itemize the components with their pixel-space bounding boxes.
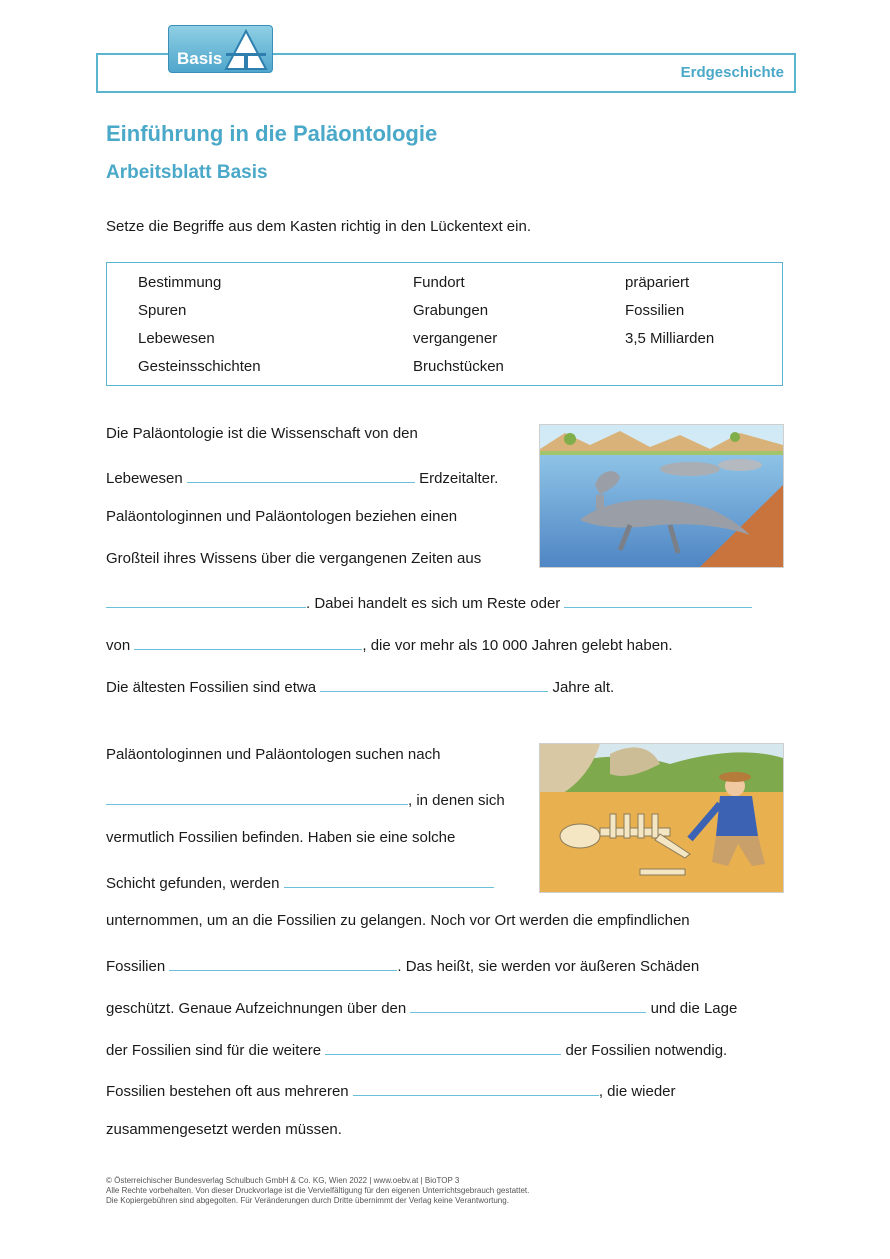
triangle-logo-icon xyxy=(224,29,268,71)
blank-field[interactable] xyxy=(353,1079,599,1096)
text-line: geschützt. Genaue Aufzeichnungen über den und die Lage xyxy=(106,996,737,1017)
text-line: von , die vor mehr als 10 000 Jahren gelebt haben. xyxy=(106,633,673,654)
blank-field[interactable] xyxy=(410,996,646,1013)
blank-field[interactable] xyxy=(564,591,752,608)
word-item: Grabungen xyxy=(413,302,489,319)
word-item: Spuren xyxy=(138,302,187,319)
word-item: Gesteinsschichten xyxy=(138,358,261,375)
text-line: Die Paläontologie ist die Wissenschaft von den xyxy=(106,425,418,442)
text-line: , in denen sich xyxy=(106,788,505,809)
text-line: vermutlich Fossilien befinden. Haben sie eine solche xyxy=(106,829,456,846)
page-title: Einführung in die Paläontologie xyxy=(106,121,438,146)
word-item: 3,5 Milliarden xyxy=(625,330,715,347)
word-item: Fossilien xyxy=(625,302,685,319)
text-line: Paläontologinnen und Paläontologen suchen nach xyxy=(106,746,441,763)
text-line: . Dabei handelt es sich um Reste oder xyxy=(106,591,752,612)
basis-logo-text: Basis xyxy=(177,49,223,68)
word-item: vergangener xyxy=(413,330,498,347)
text-line: zusammengesetzt werden müssen. xyxy=(106,1121,342,1138)
blank-field[interactable] xyxy=(284,871,494,888)
subject-label: Erdgeschichte xyxy=(680,64,784,81)
text-line: Die ältesten Fossilien sind etwa Jahre alt. xyxy=(106,675,614,696)
text-line: der Fossilien sind für die weitere der Fossilien notwendig. xyxy=(106,1038,727,1059)
footer-line: © Österreichischer Bundesverlag Schulbuch GmbH & Co. KG, Wien 2022 | www.oebv.at | BioTOP 3 xyxy=(106,1176,460,1185)
blank-field[interactable] xyxy=(106,591,306,608)
word-item: Lebewesen xyxy=(138,330,215,347)
instruction-text: Setze die Begriffe aus dem Kasten richtig in den Lückentext ein. xyxy=(106,218,531,235)
word-item: Bestimmung xyxy=(138,274,222,291)
blank-field[interactable] xyxy=(106,788,408,805)
footer-line: Die Kopiergebühren sind abgegolten. Für Veränderungen durch Dritte übernimmt der Verlag keine Verantwortung. xyxy=(106,1196,509,1205)
page-subtitle: Arbeitsblatt Basis xyxy=(106,162,268,183)
text-line: Fossilien . Das heißt, sie werden vor äußeren Schäden xyxy=(106,954,699,975)
blank-field[interactable] xyxy=(325,1038,561,1055)
footer-line: Alle Rechte vorbehalten. Von dieser Druckvorlage ist die Vervielfältigung für den eigenen Unterrichtsgebrauch gestattet. xyxy=(106,1186,530,1195)
text-line: Schicht gefunden, werden xyxy=(106,871,494,892)
blank-field[interactable] xyxy=(320,675,548,692)
blank-field[interactable] xyxy=(187,466,415,483)
basis-logo xyxy=(168,25,273,73)
word-item: Bruchstücken xyxy=(413,358,504,375)
text-line: Großteil ihres Wissens über die vergangenen Zeiten aus xyxy=(106,550,482,567)
text-line: Fossilien bestehen oft aus mehreren , die wieder xyxy=(106,1079,676,1100)
copyright-footer xyxy=(106,1176,529,1206)
text-line: unternommen, um an die Fossilien zu gelangen. Noch vor Ort werden die empfindlichen xyxy=(106,912,690,929)
blank-field[interactable] xyxy=(169,954,397,971)
text-line: Paläontologinnen und Paläontologen beziehen einen xyxy=(106,508,458,525)
word-item: präpariert xyxy=(625,274,690,291)
excavation-illustration xyxy=(539,743,784,893)
word-item: Fundort xyxy=(413,274,465,291)
blank-field[interactable] xyxy=(134,633,362,650)
word-box xyxy=(106,262,783,386)
text-line: Lebewesen Erdzeitalter. xyxy=(106,466,498,487)
dinosaur-water-illustration xyxy=(539,424,784,568)
